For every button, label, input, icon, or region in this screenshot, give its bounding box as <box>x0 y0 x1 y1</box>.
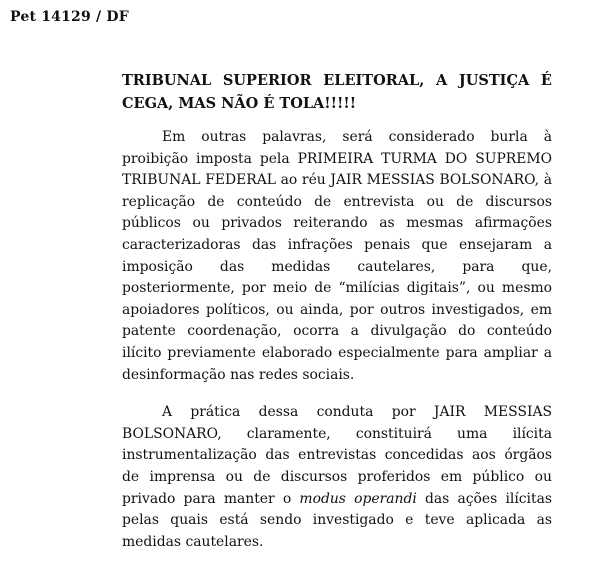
paragraph-2-text-start: A prática dessa conduta por JAIR MESSIAS BOLSONARO, claramente, constituirá uma ilícita instrumentalização das entrevistas concedidas aos órgãos de imprensa ou de discursos proferidos em público ou privado para manter o <box>122 404 552 507</box>
latin-term-modus-operandi: modus operandi <box>299 490 417 507</box>
paragraph-2 <box>122 402 552 553</box>
section-heading: TRIBUNAL SUPERIOR ELEITORAL, A JUSTIÇA É CEGA, MAS NÃO É TOLA!!!!! <box>122 72 552 112</box>
case-number-header: Pet 14129 / DF <box>10 9 129 25</box>
paragraph-1: Em outras palavras, será considerado burla à proibição imposta pela PRIMEIRA TURMA DO SUPREMO TRIBUNAL FEDERAL ao réu JAIR MESSIAS BOLSONARO, à replicação de conteúdo de entrevista ou de discursos públicos ou privados reiterando as mesmas afirmações caracterizadoras das infrações penais que ensejaram a imposição das medidas cautelares, para que, posteriormente, por meio de “milícias digitais”, ou mesmo apoiadores políticos, ou ainda, por outros investigados, em patente coordenação, ocorra a divulgação do conteúdo ilícito previamente elaborado especialmente para ampliar a desinformação nas redes sociais. <box>122 129 552 383</box>
paragraph-2-text-end: das ações ilícitas pelas quais está sendo investigado e teve aplicada as medidas cautelares. <box>122 490 552 550</box>
document-body <box>122 69 552 569</box>
